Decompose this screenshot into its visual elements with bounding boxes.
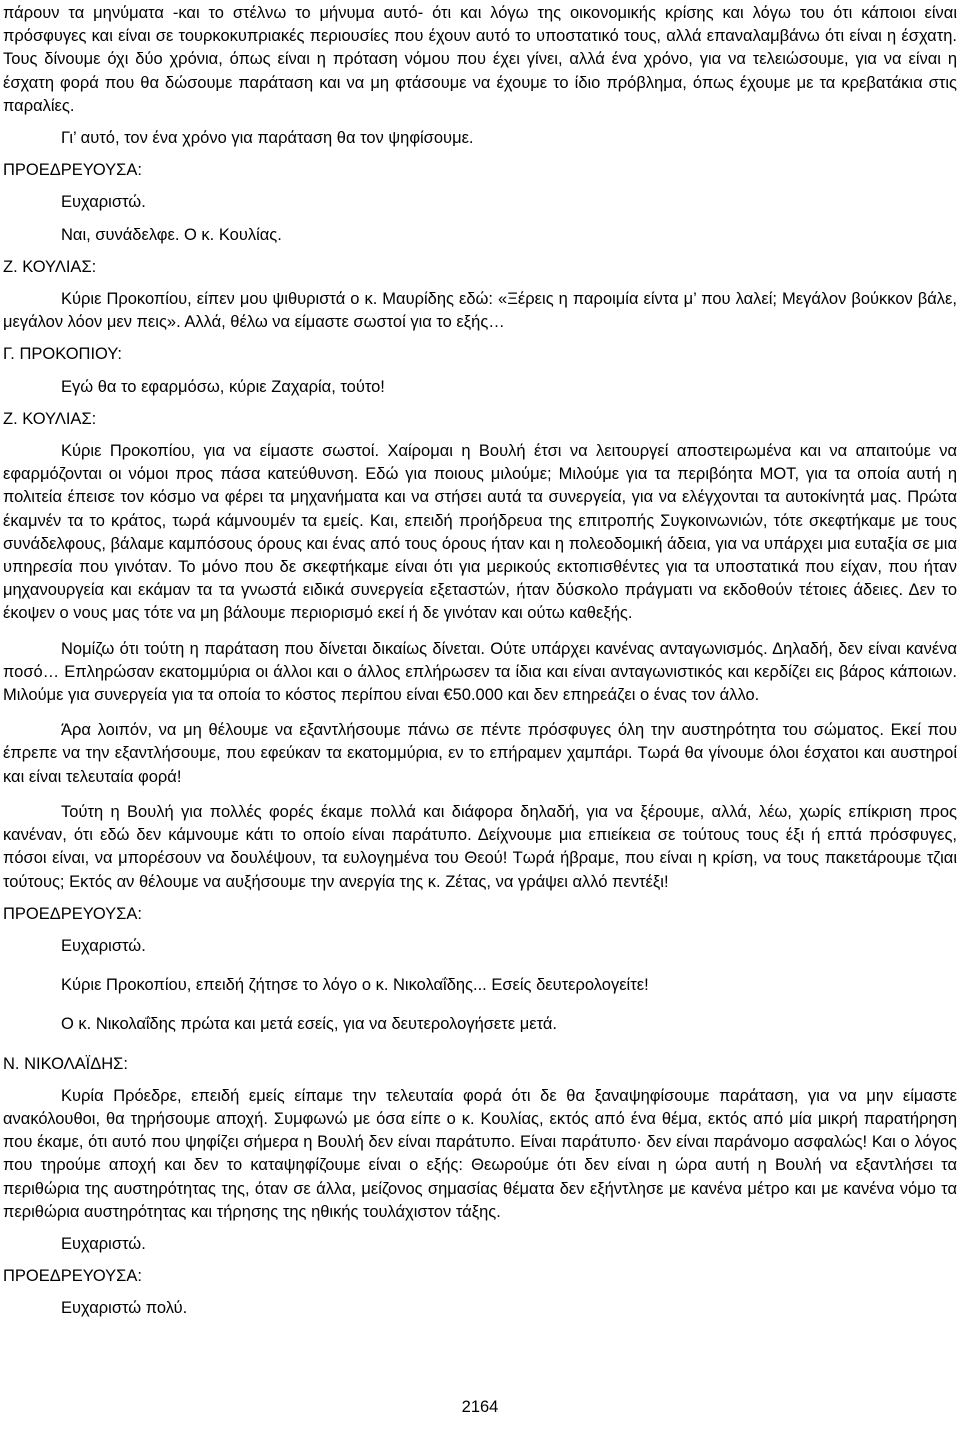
- speaker-label: ΠΡΟΕΔΡΕΥΟΥΣΑ:: [3, 904, 142, 923]
- speaker-label: Γ. ΠΡΟΚΟΠΙΟΥ:: [3, 345, 123, 364]
- indented-line: Ο κ. Νικολαΐδης πρώτα και μετά εσείς, για να δευτερολογήσετε μετά.: [61, 1015, 558, 1034]
- speaker-label: Ζ. ΚΟΥΛΙΑΣ:: [3, 409, 97, 428]
- indented-line: Ευχαριστώ.: [61, 193, 146, 212]
- paragraph: Κύριε Προκοπίου, είπεν μου ψιθυριστά ο κ. Μαυρίδης εδώ: «Ξέρεις η παροιμία είντα μ’ που λαλεί; Μεγάλον βούκκον βάλε, μεγάλον λόον μεν πεις». Αλλά, θέλω να είμαστε σωστοί για το εξής…: [3, 290, 957, 332]
- indented-line: Ευχαριστώ πολύ.: [61, 1299, 188, 1318]
- speaker-label: ΠΡΟΕΔΡΕΥΟΥΣΑ:: [3, 1267, 142, 1286]
- indented-line: Ναι, συνάδελφε. Ο κ. Κουλίας.: [61, 225, 282, 244]
- indented-line: Κύριε Προκοπίου, επειδή ζήτησε το λόγο ο κ. Νικολαΐδης... Εσείς δευτερολογείτε!: [61, 976, 649, 995]
- speaker-label: Ν. ΝΙΚΟΛΑΪΔΗΣ:: [3, 1054, 128, 1073]
- paragraph: Τούτη η Βουλή για πολλές φορές έκαμε πολλά και διάφορα δηλαδή, για να ξέρουμε, αλλά, λέω, χωρίς επίκριση προς κανέναν, ότι εδώ δεν κάμνουμε κάτι το οποίο είναι παράτυπο. Δείχνουμε μια επιείκεια σε τούτους τους έξι ή επτά πρόσφυγες, πόσοι είναι, να μπορέσουν να δουλέψουν, τα ευλογημένα του Θεού! Τωρά ήβραμε, που είναι η κρίση, να τους πακετάρουμε τζιαι τούτους; Εκτός αν θέλουμε να αυξήσουμε την ανεργία της κ. Ζέτας, να γράψει αλλό πεντέξι!: [3, 802, 957, 891]
- paragraph: Κύριε Προκοπίου, για να είμαστε σωστοί. Χαίρομαι η Βουλή έτσι να λειτουργεί αποστειρωμένα και να απαιτούμε να εφαρμόζονται οι νόμοι προς πάσα κατεύθυνση. Εδώ για ποιους μιλούμε; Μιλούμε για τα περιβόητα ΜΟΤ, για τα οποία αυτή η πολιτεία έπεισε τον κόσμο να φέρει τα μηχανήματα και να στήσει αυτά τα συνεργεία, για να ελέγχονται τα αυτοκίνητά μας. Πρώτα έκαμνέν τα το κράτος, τωρά κάμνουμέν τα εμείς. Και, επειδή προήδρευα της επιτροπής Συγκοινωνιών, τότε σκεφτήκαμε με τους συνάδελφους, βάλαμε καμπόσους όρους και ένας από τους όρους ήταν και η πολεοδομική άδεια, για να υπάρχει μια ευταξία σε μια υπηρεσία που γινόταν. Το μόνο που δε σκεφτήκαμε είναι ότι για μερικούς εκτοπισθέντες για τα υποστατικά που είχαν, που ήταν μηχανουργεία και εκάμαν τα τα γνωστά ειδικά συνεργεία εξεταστών, ήταν δύσκολο πράγματι να εκδοθούν τέτοιες άδειες. Δεν το έκοψεν ο νους μας τότε να μη βάλουμε περιορισμό εκεί ή δε γινόταν και ούτω καθεξής.: [3, 442, 957, 623]
- indented-line: Ευχαριστώ.: [61, 936, 146, 955]
- paragraph: Κυρία Πρόεδρε, επειδή εμείς είπαμε την τελευταία φορά ότι δε θα ξαναψηφίσουμε παράταση, για να μην είμαστε ανακόλουθοι, θα τηρήσουμε αποχή. Συμφωνώ με όσα είπε ο κ. Κουλίας, εκτός από ένα θέμα, εκτός από μία μικρή παρατήρηση που έκαμε, ότι αυτό που ψηφίζει σήμερα η Βουλή δεν είναι παράτυπο. Είναι παράτυπο· δεν είναι παράνομο ασφαλώς! Και ο λόγος που τηρούμε αποχή και δεν το καταψηφίζουμε είναι ο εξής: Θεωρούμε ότι δεν είναι η ώρα αυτή η Βουλή να εξαντλήσει τα περιθώρια της αυστηρότητας της, όταν σε άλλα, μείζονος σημασίας θέματα δεν εξήντλησε με κανένα μέτρο και με κανένα νόμο τα περιθώρια αυστηρότητας και τήρησης της ηθικής τουλάχιστον τάξης.: [3, 1086, 957, 1221]
- page-number: 2164: [461, 1398, 499, 1416]
- speaker-label: ΠΡΟΕΔΡΕΥΟΥΣΑ:: [3, 161, 142, 180]
- indented-line: Εγώ θα το εφαρμόσω, κύριε Ζαχαρία, τούτο!: [61, 377, 385, 396]
- paragraph: πάρουν τα μηνύματα -και το στέλνω το μήνυμα αυτό- ότι και λόγω της οικονομικής κρίσης και λόγω του ότι κάποιοι είναι πρόσφυγες και είναι σε τουρκοκυπριακές περιουσίες που έχουν αυτό το υποστατικό τους, αλλά επαναλαμβάνω ότι είναι η έσχατη. Τους δίνουμε όχι δύο χρόνια, όπως είναι η πρόταση νόμου που έχει γίνει, αλλά ένα χρόνο, για να τελειώσουμε, για να είναι η έσχατη φορά που θα δώσουμε παράταση και να μη φτάσουμε να έχουμε το ίδιο πρόβλημα, όπως έχουμε με τα κρεβατάκια στις παραλίες.: [3, 4, 957, 115]
- document-page: [3, 2, 957, 1321]
- paragraph: Νομίζω ότι τούτη η παράταση που δίνεται δικαίως δίνεται. Ούτε υπάρχει κανένας ανταγωνισμός. Δηλαδή, δεν είναι κανένα ποσό… Επληρώσαν εκατομμύρια οι άλλοι και ο άλλος επλήρωσεν τα ίδια και είναι ανταγωνιστικός και κερδίζει εις βάρος κάποιων. Μιλούμε για συνεργεία για τα οποία το κόστος περίπου είναι €50.000 και δεν επηρεάζει ο ένας τον άλλο.: [3, 639, 957, 705]
- paragraph: Άρα λοιπόν, να μη θέλουμε να εξαντλήσουμε πάνω σε πέντε πρόσφυγες όλη την αυστηρότητα του σώματος. Εκεί που έπρεπε να την εξαντλήσουμε, που εφεύκαν τα εκατομμύρια, εν το επήραμεν χαμπάρι. Τωρά θα γίνουμε όλοι έσχατοι και αυστηροί και είναι τελευταία φορά!: [3, 721, 957, 786]
- indented-line: Ευχαριστώ.: [61, 1234, 146, 1253]
- speaker-label: Ζ. ΚΟΥΛΙΑΣ:: [3, 257, 97, 276]
- indented-line: Γι’ αυτό, τον ένα χρόνο για παράταση θα τον ψηφίσουμε.: [61, 129, 474, 148]
